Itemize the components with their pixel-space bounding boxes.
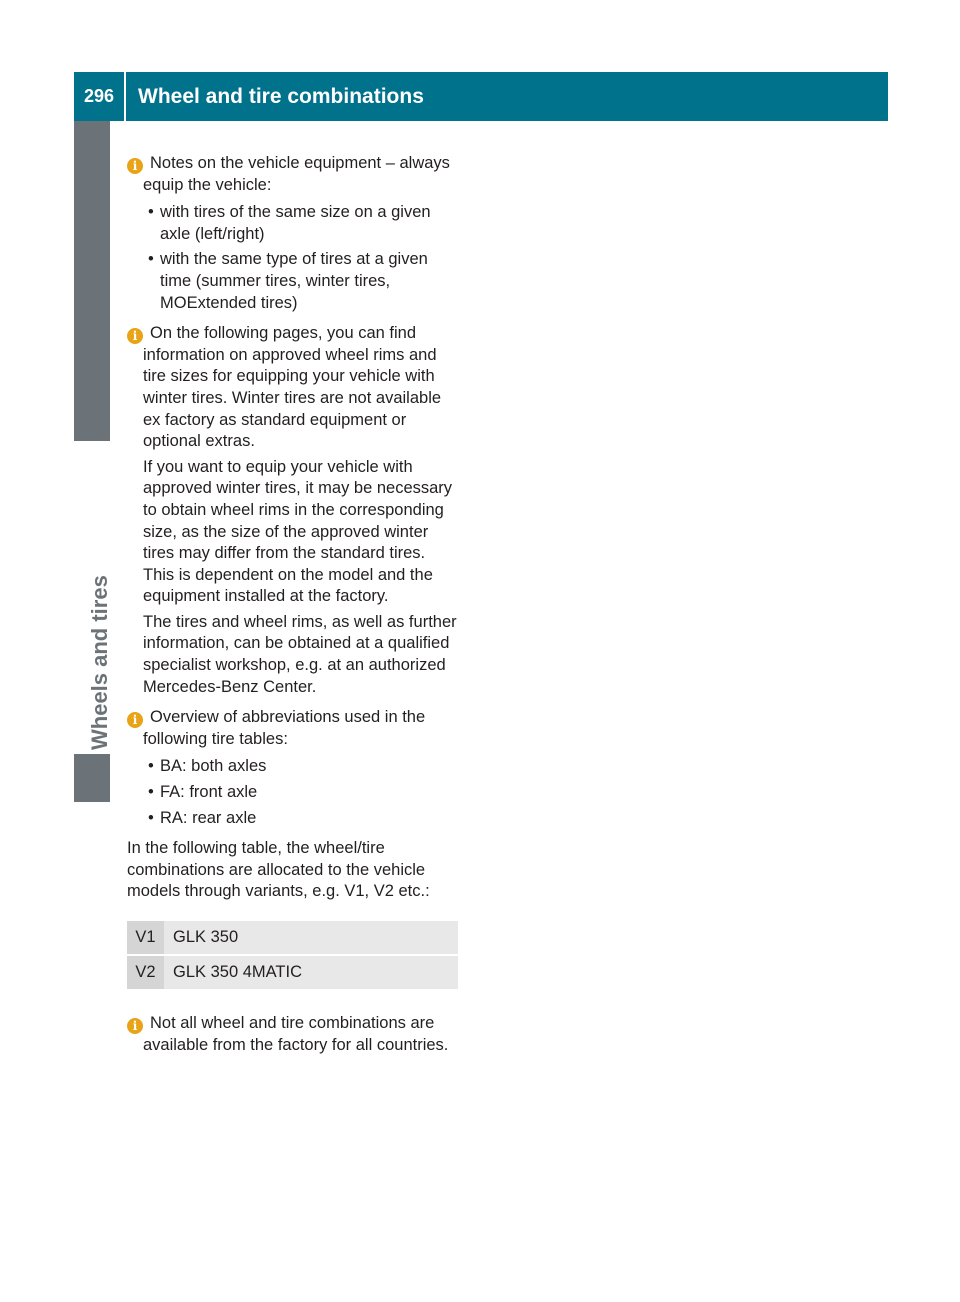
note-text: On the following pages, you can find information on approved wheel rims and tire sizes for equipping your vehicle with winter tires. Winter tires are not available ex factory as standard equipment or optional extras. (143, 324, 442, 451)
info-note-winter-tires (127, 323, 459, 698)
page-header (74, 72, 888, 121)
list-item: • RA: rear axle (148, 808, 257, 827)
table-row (127, 955, 458, 990)
variant-code: V1 (127, 921, 164, 955)
info-note-equipment (127, 153, 459, 314)
intro-paragraph: In the following table, the wheel/tire combinations are allocated to the vehicle models through variants, e.g. V1, V2 etc.: (127, 839, 430, 901)
table-row (127, 921, 458, 955)
variant-model: GLK 350 (164, 921, 458, 955)
list-item: • with the same type of tires at a given time (summer tires, winter tires, MOExtended tires) (148, 250, 428, 312)
side-tab-bar (74, 121, 110, 441)
note-paragraph: The tires and wheel rims, as well as further information, can be obtained at a qualified specialist workshop, e.g. at an authorized Mercedes-Benz Center. (143, 612, 457, 696)
list-item: • with tires of the same size on a given axle (left/right) (148, 203, 431, 243)
bullet-list (143, 202, 459, 314)
variant-model: GLK 350 4MATIC (164, 955, 458, 990)
side-tab-label: Wheels and tires (87, 575, 112, 750)
info-icon: i (127, 158, 143, 174)
list-item-text: with tires of the same size on a given axle (left/right) (160, 203, 431, 243)
note-text: Notes on the vehicle equipment – always equip the vehicle: (143, 154, 450, 194)
list-item-text: with the same type of tires at a given time (summer tires, winter tires, MOExtended tires) (160, 250, 428, 312)
variants-table (127, 921, 458, 991)
list-item-text: FA: front axle (160, 783, 258, 802)
side-tab-marker (74, 754, 110, 802)
note-text: Not all wheel and tire combinations are available from the factory for all countries. (143, 1014, 449, 1054)
note-text: Overview of abbreviations used in the following tire tables: (143, 708, 426, 748)
info-icon: i (127, 328, 143, 344)
note-paragraph: If you want to equip your vehicle with approved winter tires, it may be necessary to obtain wheel rims in the corresponding size, as the size of the approved winter tires may differ from the standard tires. This is dependent on the model and the equipment installed at the factory. (143, 457, 453, 606)
list-item: • BA: both axles (148, 757, 267, 776)
bullet-list (143, 756, 459, 829)
info-icon: i (127, 1018, 143, 1034)
section-title: Wheel and tire combinations (138, 84, 424, 108)
info-note-abbreviations (127, 707, 459, 829)
list-item-text: BA: both axles (160, 757, 267, 776)
info-note-availability (127, 1013, 459, 1056)
page-number: 296 (83, 86, 115, 106)
list-item-text: RA: rear axle (160, 808, 257, 827)
list-item: • FA: front axle (148, 783, 258, 802)
side-tab (82, 560, 118, 750)
info-icon: i (127, 712, 143, 728)
page-content (127, 153, 459, 1065)
variant-code: V2 (127, 955, 164, 990)
